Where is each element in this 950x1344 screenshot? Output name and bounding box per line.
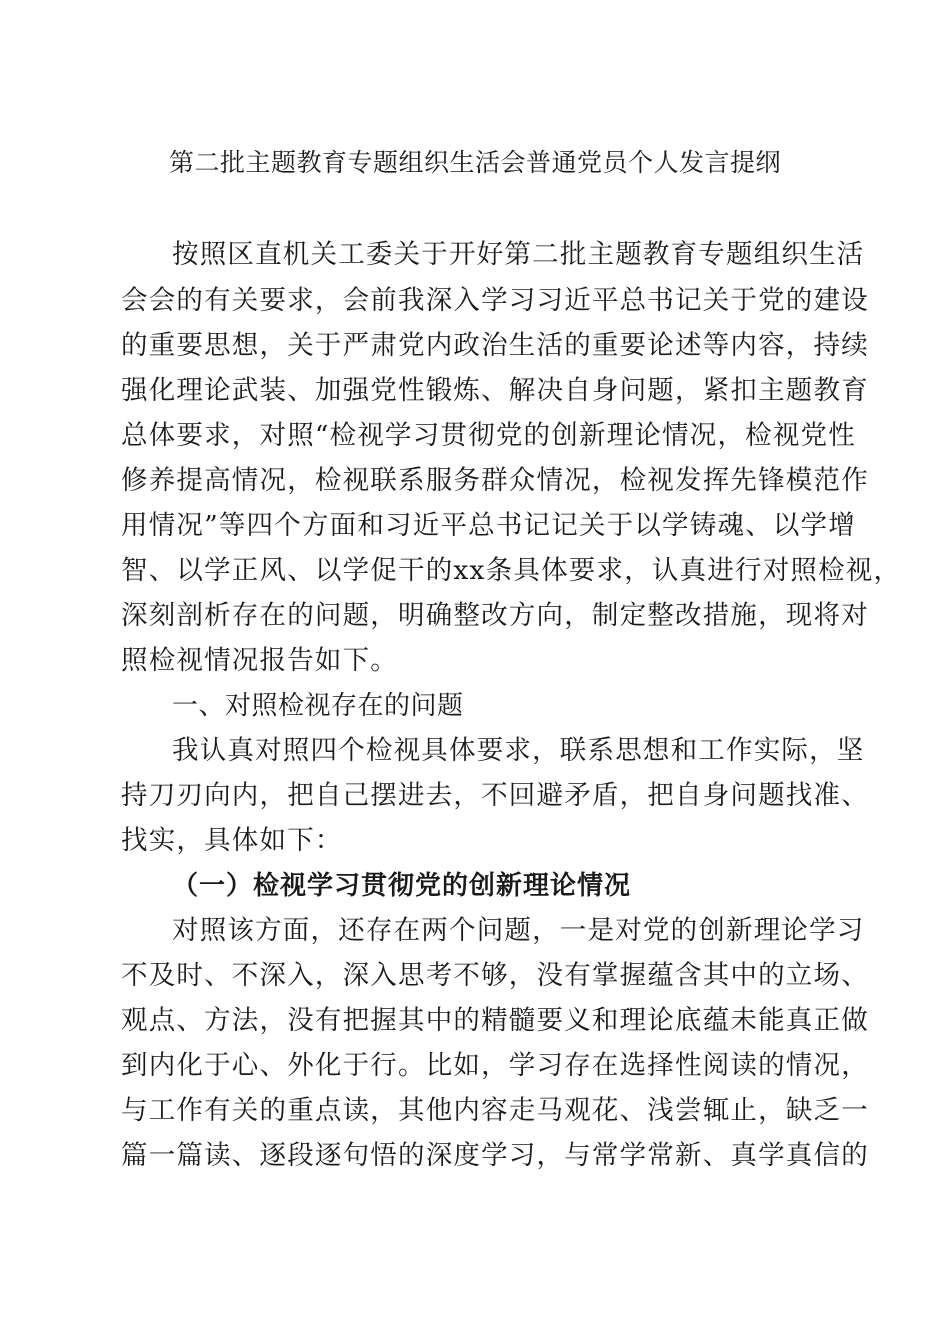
- paragraph-line: 按照区直机关工委关于开好第二批主题教育专题组织生活: [172, 239, 865, 270]
- paragraph-line: 持刀刃向内，把自己摆进去，不回避矛盾，把自身问题找准、: [121, 780, 869, 811]
- document-title: 第二批主题教育专题组织生活会普通党员个人发言提纲: [168, 148, 781, 177]
- paragraph-line: 我认真对照四个检视具体要求，联系思想和工作实际，坚: [172, 735, 865, 766]
- paragraph-line: 与工作有关的重点读，其他内容走马观花、浅尝辄止，缺乏一: [121, 1095, 869, 1126]
- paragraph-line: 用情况”等四个方面和习近平总书记记关于以学铸魂、以学增: [121, 510, 856, 541]
- paragraph-line: 会会的有关要求，会前我深入学习习近平总书记关于党的建设: [121, 285, 869, 316]
- paragraph-line: 照检视情况报告如下。: [121, 645, 398, 676]
- paragraph-line: 强化理论武装、加强党性锻炼、解决自身问题，紧扣主题教育: [121, 375, 869, 406]
- subsection-heading: （一）检视学习贯彻党的创新理论情况: [172, 871, 632, 901]
- paragraph-line: 篇一篇读、逐段逐句悟的深度学习，与常学常新、真学真信的: [121, 1140, 869, 1171]
- paragraph-line: 智、以学正风、以学促干的xx条具体要求，认真进行对照检视，: [121, 555, 902, 586]
- paragraph-line: 的重要思想，关于严肃党内政治生活的重要论述等内容，持续: [121, 330, 869, 361]
- paragraph-line: 到内化于心、外化于行。比如，学习存在选择性阅读的情况，: [121, 1050, 869, 1081]
- paragraph-line: 观点、方法，没有把握其中的精髓要义和理论底蕴未能真正做: [121, 1005, 869, 1036]
- paragraph-line: 总体要求，对照“检视学习贯彻党的创新理论情况，检视党性: [121, 420, 856, 451]
- paragraph-line: 找实，具体如下：: [121, 825, 343, 856]
- paragraph-line: 修养提高情况，检视联系服务群众情况，检视发挥先锋模范作: [121, 465, 869, 496]
- section-heading: 一、对照检视存在的问题: [172, 691, 464, 721]
- paragraph-line: 深刻剖析存在的问题，明确整改方向，制定整改措施，现将对: [121, 600, 869, 631]
- paragraph-line: 不及时、不深入，深入思考不够，没有掌握蕴含其中的立场、: [121, 960, 869, 991]
- paragraph-line: 对照该方面，还存在两个问题，一是对党的创新理论学习: [172, 915, 865, 946]
